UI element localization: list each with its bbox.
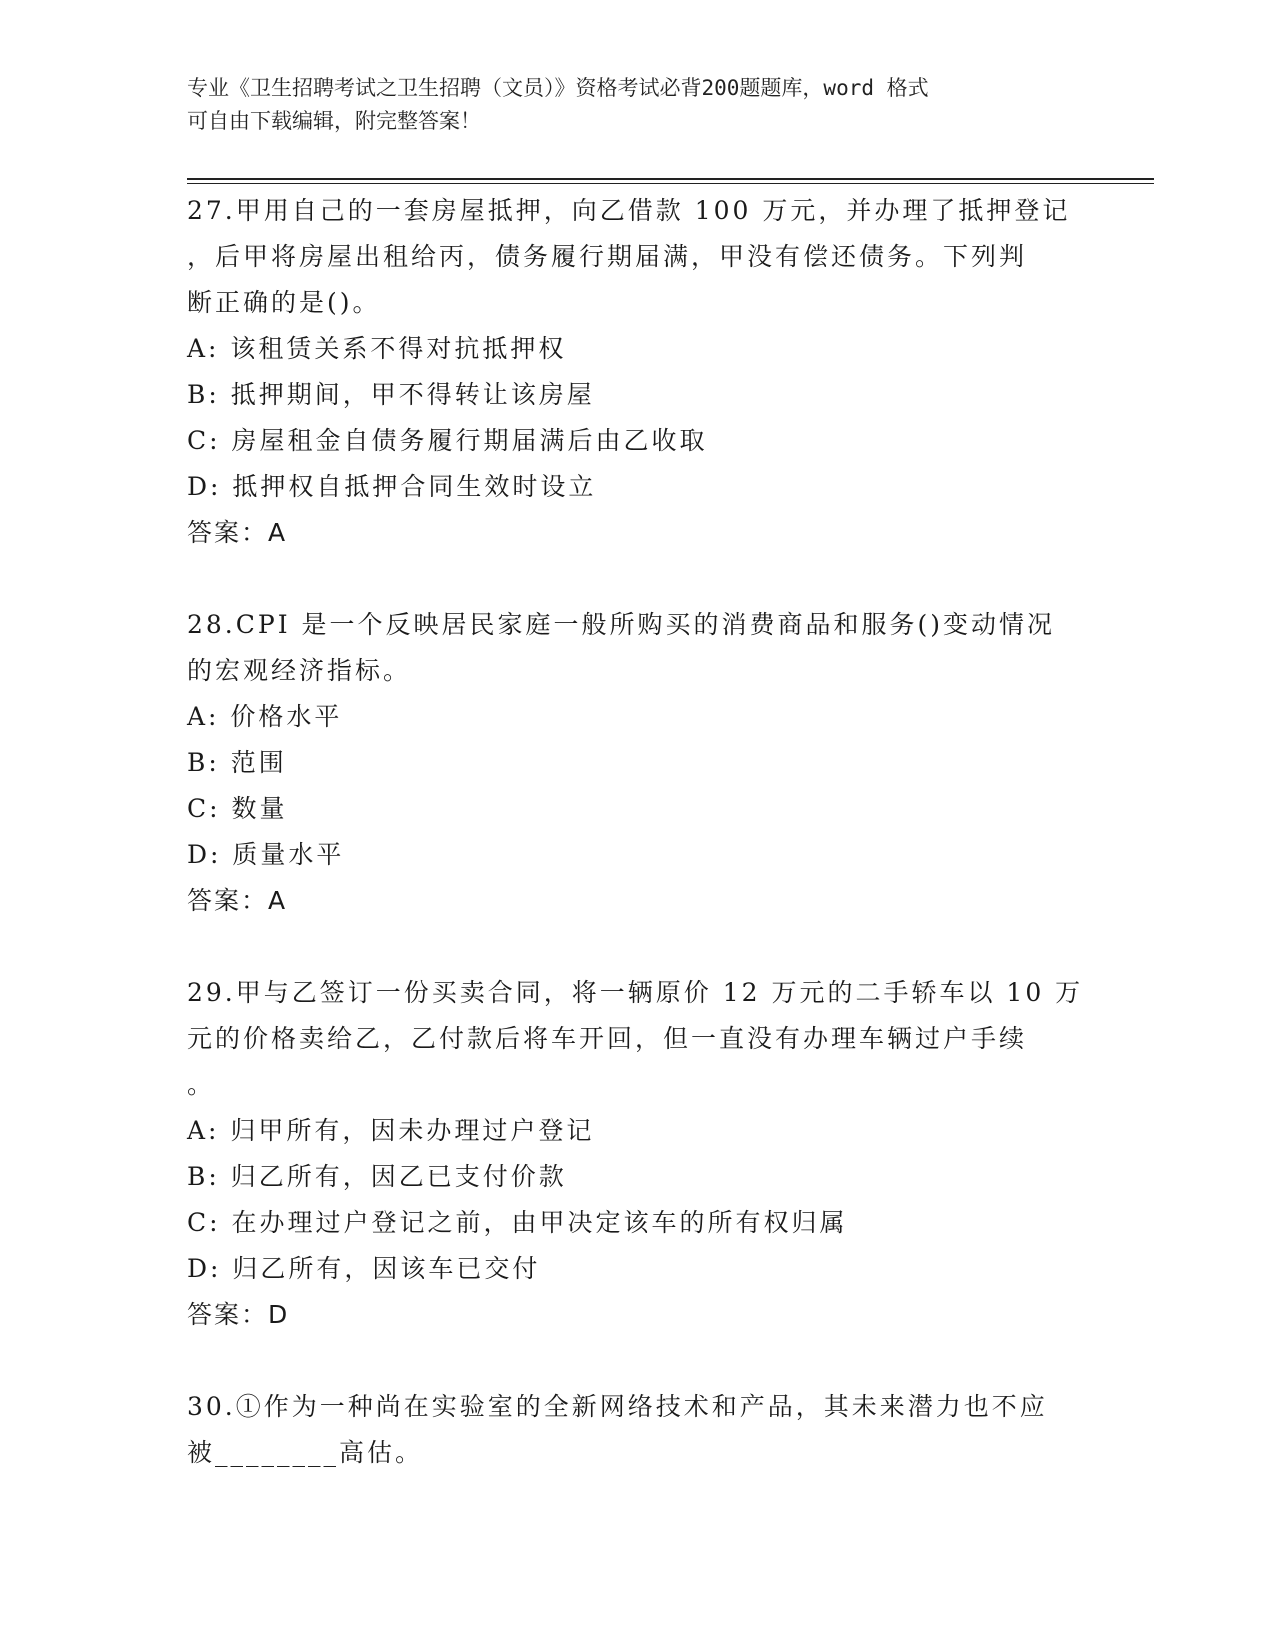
option-c: C: 在办理过户登记之前，由甲决定该车的所有权归属 <box>187 1208 848 1237</box>
question-30 <box>187 1384 1087 1476</box>
option-d: D: 质量水平 <box>187 840 345 869</box>
question-stem <box>187 970 1087 1108</box>
stem-line: 断正确的是()。 <box>187 288 381 317</box>
spacer <box>187 556 1087 602</box>
option-a: A: 价格水平 <box>187 702 343 731</box>
stem-line: 29.甲与乙签订一份买卖合同，将一辆原价 12 万元的二手轿车以 10 万 <box>187 978 1084 1007</box>
answer-line: 答案：A <box>187 518 288 547</box>
question-27 <box>187 188 1087 556</box>
spacer <box>187 924 1087 970</box>
stem-line: 。 <box>187 1070 216 1099</box>
question-stem <box>187 188 1087 326</box>
document-header <box>187 72 1087 138</box>
option-d: D: 归乙所有，因该车已交付 <box>187 1254 541 1283</box>
stem-line: 元的价格卖给乙，乙付款后将车开回，但一直没有办理车辆过户手续 <box>187 1024 1028 1053</box>
option-a: A: 该租赁关系不得对抗抵押权 <box>187 334 567 363</box>
answer-line: 答案：A <box>187 886 288 915</box>
question-stem <box>187 602 1087 694</box>
option-c: C: 房屋租金自债务履行期届满后由乙收取 <box>187 426 708 455</box>
option-b: B: 范围 <box>187 748 287 777</box>
stem-line: 27.甲用自己的一套房屋抵押，向乙借款 100 万元，并办理了抵押登记 <box>187 196 1071 225</box>
header-divider-thick <box>187 178 1154 180</box>
answer-line: 答案：D <box>187 1300 290 1329</box>
stem-line: ，后甲将房屋出租给丙，债务履行期届满，甲没有偿还债务。下列判 <box>187 242 1028 271</box>
stem-line: 30.①作为一种尚在实验室的全新网络技术和产品，其未来潜力也不应 <box>187 1392 1048 1421</box>
header-line: 专业《卫生招聘考试之卫生招聘（文员）》资格考试必背200题题库，word 格式 <box>187 76 929 100</box>
question-28 <box>187 602 1087 924</box>
question-29 <box>187 970 1087 1338</box>
header-divider-thin <box>187 183 1154 184</box>
option-b: B: 抵押期间，甲不得转让该房屋 <box>187 380 595 409</box>
stem-line: 28.CPI 是一个反映居民家庭一般所购买的消费商品和服务()变动情况 <box>187 610 1056 639</box>
option-d: D: 抵押权自抵押合同生效时设立 <box>187 472 597 501</box>
spacer <box>187 1338 1087 1384</box>
question-list <box>187 188 1087 1476</box>
stem-line: 的宏观经济指标。 <box>187 656 412 685</box>
question-stem <box>187 1384 1087 1476</box>
option-a: A: 归甲所有，因未办理过户登记 <box>187 1116 595 1145</box>
stem-line: 被________高估。 <box>187 1438 424 1467</box>
option-c: C: 数量 <box>187 794 288 823</box>
option-b: B: 归乙所有，因乙已支付价款 <box>187 1162 567 1191</box>
header-line: 可自由下载编辑，附完整答案！ <box>187 109 481 133</box>
